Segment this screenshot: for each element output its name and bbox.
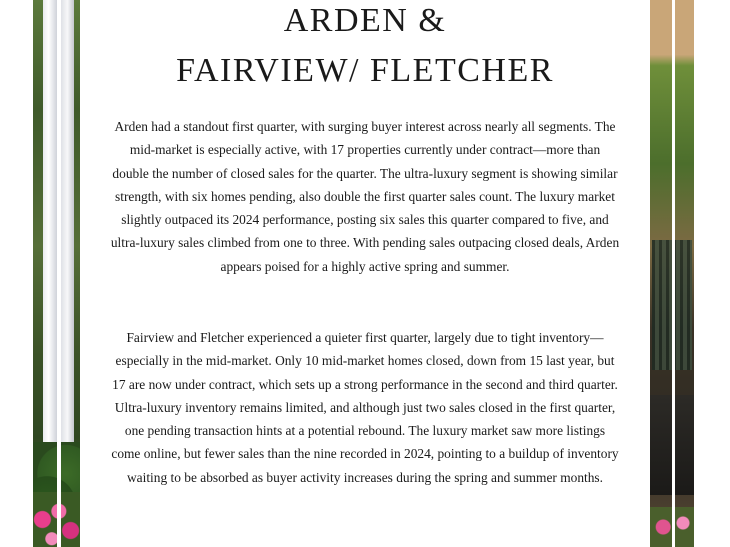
right-photo-strip (650, 0, 694, 547)
title-line-1: ARDEN & (283, 2, 447, 39)
strip-divider (672, 0, 675, 547)
white-column (43, 0, 57, 450)
paragraph-arden: Arden had a standout first quarter, with surging buyer interest across nearly all segments. The mid-market is especially active, with 17 properties currently under contract—more than double the number of closed sales for the quarter. The ultra-luxury segment is showing similar strength, with six homes pending, also double the first quarter sales count. The luxury market slightly outpaced its 2024 performance, posting six sales this quarter compared to five, and ultra-luxury sales climbed from one to three. With pending sales outpacing closed deals, Arden appears poised for a highly active spring and summer. (110, 119, 620, 274)
paragraph-fairview-fletcher: Fairview and Fletcher experienced a quieter first quarter, largely due to tight inventory—especially in the mid-market. Only 10 mid-market homes closed, down from 15 last year, but 17 are now under contract, which sets up a strong performance in the second and third quarter. Ultra-luxury inventory remains limited, and although just two sales closed in the first quarter, one pending transaction hints at a potential rebound. The luxury market saw more listings come online, but fewer sales than the nine recorded in 2024, pointing to a buildup of inventory waiting to be absorbed as buyer activity increases during the spring and summer months. (111, 330, 619, 485)
strip-divider (57, 0, 61, 547)
left-photo-strip (33, 0, 80, 547)
title-line-2: FAIRVIEW/ FLETCHER (176, 52, 554, 89)
white-column (61, 0, 74, 450)
